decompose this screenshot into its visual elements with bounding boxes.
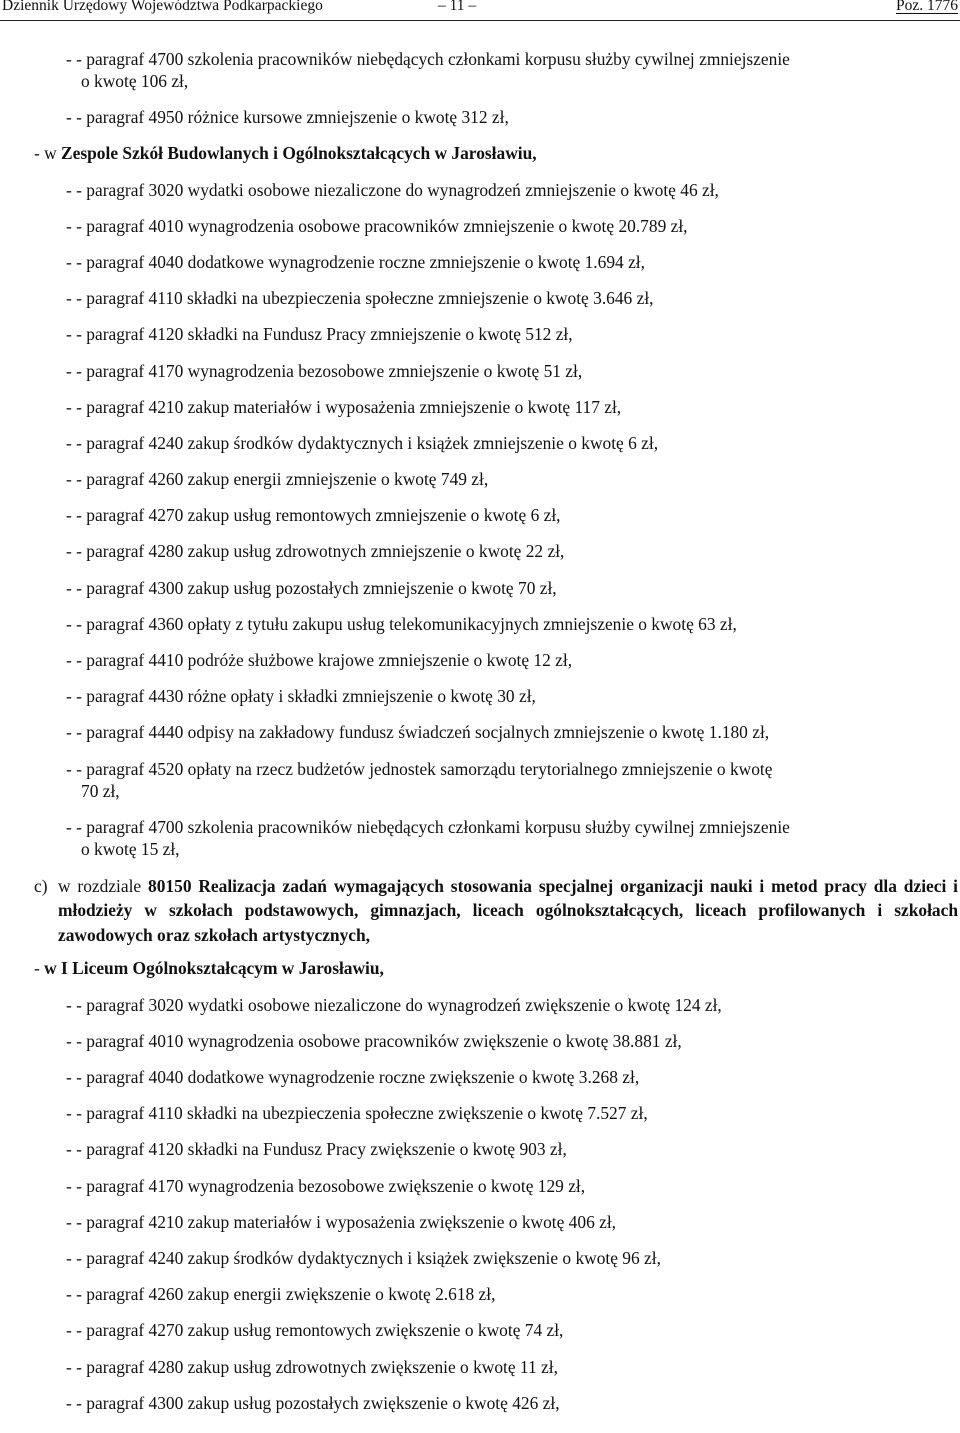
budget-item-line: - - paragraf 4210 zakup materiałów i wyposażenia zwiększenie o kwotę 406 zł, — [66, 1211, 617, 1232]
budget-item-line: - - paragraf 3020 wydatki osobowe niezaliczone do wynagrodzeń zmniejszenie o kwotę 46 zł, — [66, 179, 719, 200]
bottom-item-list — [0, 957, 960, 1413]
budget-item-line: - - paragraf 4270 zakup usług remontowych zwiększenie o kwotę 74 zł, — [66, 1320, 564, 1341]
budget-item-line: - - paragraf 4300 zakup usług pozostałych zwiększenie o kwotę 426 zł, — [66, 1392, 560, 1413]
page-header — [0, 0, 960, 26]
budget-item-line: - - paragraf 4280 zakup usług zdrowotnych zwiększenie o kwotę 11 zł, — [66, 1356, 558, 1377]
budget-item-line: - - paragraf 4120 składki na Fundusz Pracy zmniejszenie o kwotę 512 zł, — [66, 324, 573, 345]
budget-item-text: - - paragraf 4520 opłaty na rzecz budżetów jednostek samorządu terytorialnego zmniejszenie o kwotę — [66, 758, 773, 779]
budget-item-line — [0, 816, 960, 860]
school-heading-prefix: - — [34, 958, 45, 979]
school-heading — [0, 142, 960, 164]
budget-item-line: - - paragraf 4210 zakup materiałów i wyposażenia zmniejszenie o kwotę 117 zł, — [66, 396, 622, 417]
header-rule — [0, 20, 960, 21]
budget-item-continuation: o kwotę 15 zł, — [81, 838, 180, 859]
budget-item-line: - - paragraf 4010 wynagrodzenia osobowe pracowników zmniejszenie o kwotę 20.789 zł, — [66, 215, 688, 236]
position-number: Poz. 1776 — [896, 0, 958, 14]
budget-item-line: - - paragraf 4430 różne opłaty i składki zmniejszenie o kwotę 30 zł, — [66, 686, 536, 707]
document-body — [0, 48, 960, 1428]
journal-title: Dziennik Urzędowy Województwa Podkarpackiego — [2, 0, 323, 14]
page-number: – 11 – — [438, 0, 477, 14]
budget-item-text: - - paragraf 4700 szkolenia pracowników niebędących członkami korpusu służby cywilnej zmniejszenie — [66, 816, 790, 837]
budget-item-line: - - paragraf 4300 zakup usług pozostałych zmniejszenie o kwotę 70 zł, — [66, 577, 557, 598]
budget-item-line — [0, 48, 960, 92]
budget-item-line: - - paragraf 4010 wynagrodzenia osobowe pracowników zwiększenie o kwotę 38.881 zł, — [66, 1030, 682, 1051]
school-heading — [0, 957, 960, 979]
budget-item-line — [0, 758, 960, 802]
budget-item-line: - - paragraf 4260 zakup energii zwiększenie o kwotę 2.618 zł, — [66, 1284, 496, 1305]
budget-item-continuation: 70 zł, — [81, 780, 120, 801]
section-c-intro: w rozdziale — [58, 875, 149, 896]
budget-item-line: - - paragraf 4040 dodatkowe wynagrodzenie roczne zmniejszenie o kwotę 1.694 zł, — [66, 251, 645, 272]
section-c-title: 80150 Realizacja zadań wymagających stosowania specjalnej organizacji nauki i metod pracy dla dzieci i młodzieży w szkołach podstawowych, gimnazjach, liceach ogólnokształcących, liceach profilowanych i szkołach zawodowych oraz szkołach artystycznych, — [58, 875, 958, 945]
school-name: w I Liceum Ogólnokształcącym w Jarosławiu, — [44, 958, 384, 979]
budget-item-text: - - paragraf 4700 szkolenia pracowników niebędących członkami korpusu służby cywilnej zmniejszenie — [66, 49, 790, 69]
budget-item-line: - - paragraf 4110 składki na ubezpieczenia społeczne zmniejszenie o kwotę 3.646 zł, — [66, 288, 654, 309]
budget-item-line: - - paragraf 4440 odpisy na zakładowy fundusz świadczeń socjalnych zmniejszenie o kwotę 1.180 zł, — [66, 722, 770, 743]
top-item-list — [0, 48, 960, 860]
budget-item-line: - - paragraf 4360 opłaty z tytułu zakupu usług telekomunikacyjnych zmniejszenie o kwotę 63 zł, — [66, 613, 737, 634]
budget-item-line: - - paragraf 4950 różnice kursowe zmniejszenie o kwotę 312 zł, — [66, 107, 509, 128]
school-heading-prefix: - w — [34, 143, 62, 164]
budget-item-line: - - paragraf 4170 wynagrodzenia bezosobowe zwiększenie o kwotę 129 zł, — [66, 1175, 586, 1196]
budget-item-line: - - paragraf 4170 wynagrodzenia bezosobowe zmniejszenie o kwotę 51 zł, — [66, 360, 583, 381]
section-c-marker: c) — [34, 875, 48, 896]
budget-item-line: - - paragraf 3020 wydatki osobowe niezaliczone do wynagrodzeń zwiększenie o kwotę 124 zł, — [66, 994, 722, 1015]
budget-item-line: - - paragraf 4260 zakup energii zmniejszenie o kwotę 749 zł, — [66, 469, 489, 490]
budget-item-line: - - paragraf 4410 podróże służbowe krajowe zmniejszenie o kwotę 12 zł, — [66, 650, 573, 670]
budget-item-line: - - paragraf 4280 zakup usług zdrowotnych zmniejszenie o kwotę 22 zł, — [66, 541, 565, 562]
budget-item-line: - - paragraf 4270 zakup usług remontowych zmniejszenie o kwotę 6 zł, — [66, 505, 561, 526]
school-name: Zespole Szkół Budowlanych i Ogólnokształcących w Jarosławiu, — [61, 143, 537, 164]
budget-item-line: - - paragraf 4110 składki na ubezpieczenia społeczne zwiększenie o kwotę 7.527 zł, — [66, 1103, 648, 1124]
budget-item-line: - - paragraf 4120 składki na Fundusz Pracy zwiększenie o kwotę 903 zł, — [66, 1139, 567, 1160]
budget-item-line: - - paragraf 4240 zakup środków dydaktycznych i książek zwiększenie o kwotę 96 zł, — [66, 1247, 661, 1268]
section-c-paragraph — [0, 874, 960, 948]
budget-item-line: - - paragraf 4240 zakup środków dydaktycznych i książek zmniejszenie o kwotę 6 zł, — [66, 432, 659, 453]
budget-item-line: - - paragraf 4040 dodatkowe wynagrodzenie roczne zwiększenie o kwotę 3.268 zł, — [66, 1067, 640, 1087]
budget-item-continuation: o kwotę 106 zł, — [81, 71, 189, 91]
